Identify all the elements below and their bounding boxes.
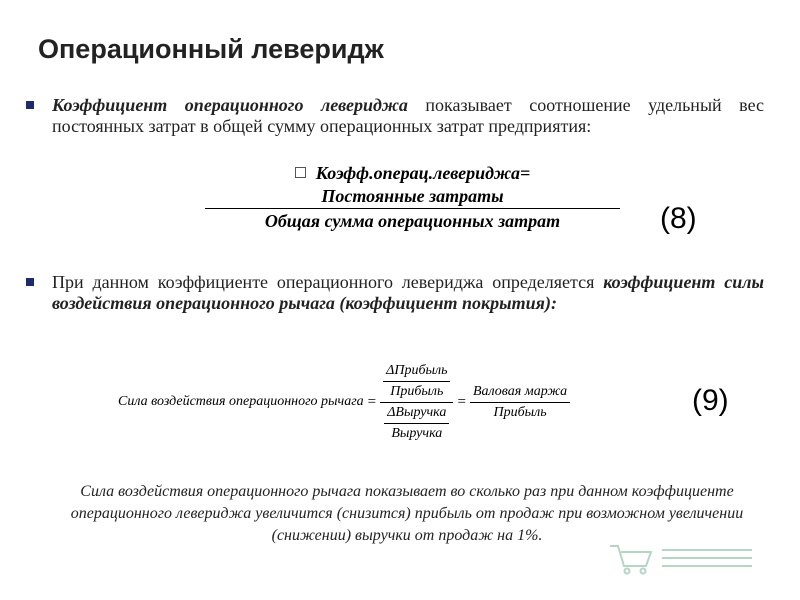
equation-number-8: (8): [660, 202, 697, 235]
delta-revenue: ΔВыручка: [384, 405, 449, 424]
revenue: Выручка: [391, 425, 443, 441]
formula-label: Сила воздействия операционного рычага: [118, 394, 364, 409]
equation-number-9: (9): [692, 384, 729, 417]
paragraph-text: При данном коэффициенте операционного левериджа определяется: [52, 272, 604, 292]
explanatory-note: Сила воздействия операционного рычага показывает во сколько раз при данном коэффициенте операционного левериджа увеличится (снизится) прибыль от продаж при возможном увеличении (снижении) выручки от продаж на 1%.: [70, 483, 744, 544]
formula-head: Коэфф.операц.левериджа=: [315, 163, 531, 183]
term-operating-leverage-coefficient: Коэффициент операционного левериджа: [52, 95, 408, 115]
term-leverage-force-coefficient: коэффициент силы воздействия операционного рычага (коэффициент покрытия):: [52, 272, 764, 313]
formula-8: [205, 163, 620, 232]
checkbox-icon: [295, 167, 306, 178]
paragraph-text: показывает соотношение удельный вес постоянных затрат в общей сумму операционных затрат предприятия:: [52, 95, 764, 136]
bullet-marker: [26, 101, 34, 109]
slide-title: Операционный леверидж: [38, 34, 384, 64]
delta-profit: ΔПрибыль: [383, 363, 450, 382]
paragraph-leverage-force: [52, 272, 764, 314]
equals-sign: =: [367, 393, 377, 410]
formula-9: [118, 357, 570, 447]
equals-sign: =: [457, 393, 466, 410]
formula-numerator: Постоянные затраты: [205, 186, 620, 209]
paragraph-operating-leverage-coefficient: [52, 95, 764, 137]
revenue-change-fraction: [384, 405, 449, 442]
compound-fraction: [380, 363, 453, 442]
gross-margin-fraction: [470, 384, 570, 421]
cart-icon: [606, 540, 756, 576]
formula-denominator: Общая сумма операционных затрат: [264, 211, 561, 231]
gross-margin: Валовая маржа: [470, 384, 570, 403]
profit: Прибыль: [493, 404, 547, 420]
profit: Прибыль: [390, 383, 444, 399]
bullet-marker: [26, 278, 34, 286]
profit-change-fraction: [383, 363, 450, 400]
